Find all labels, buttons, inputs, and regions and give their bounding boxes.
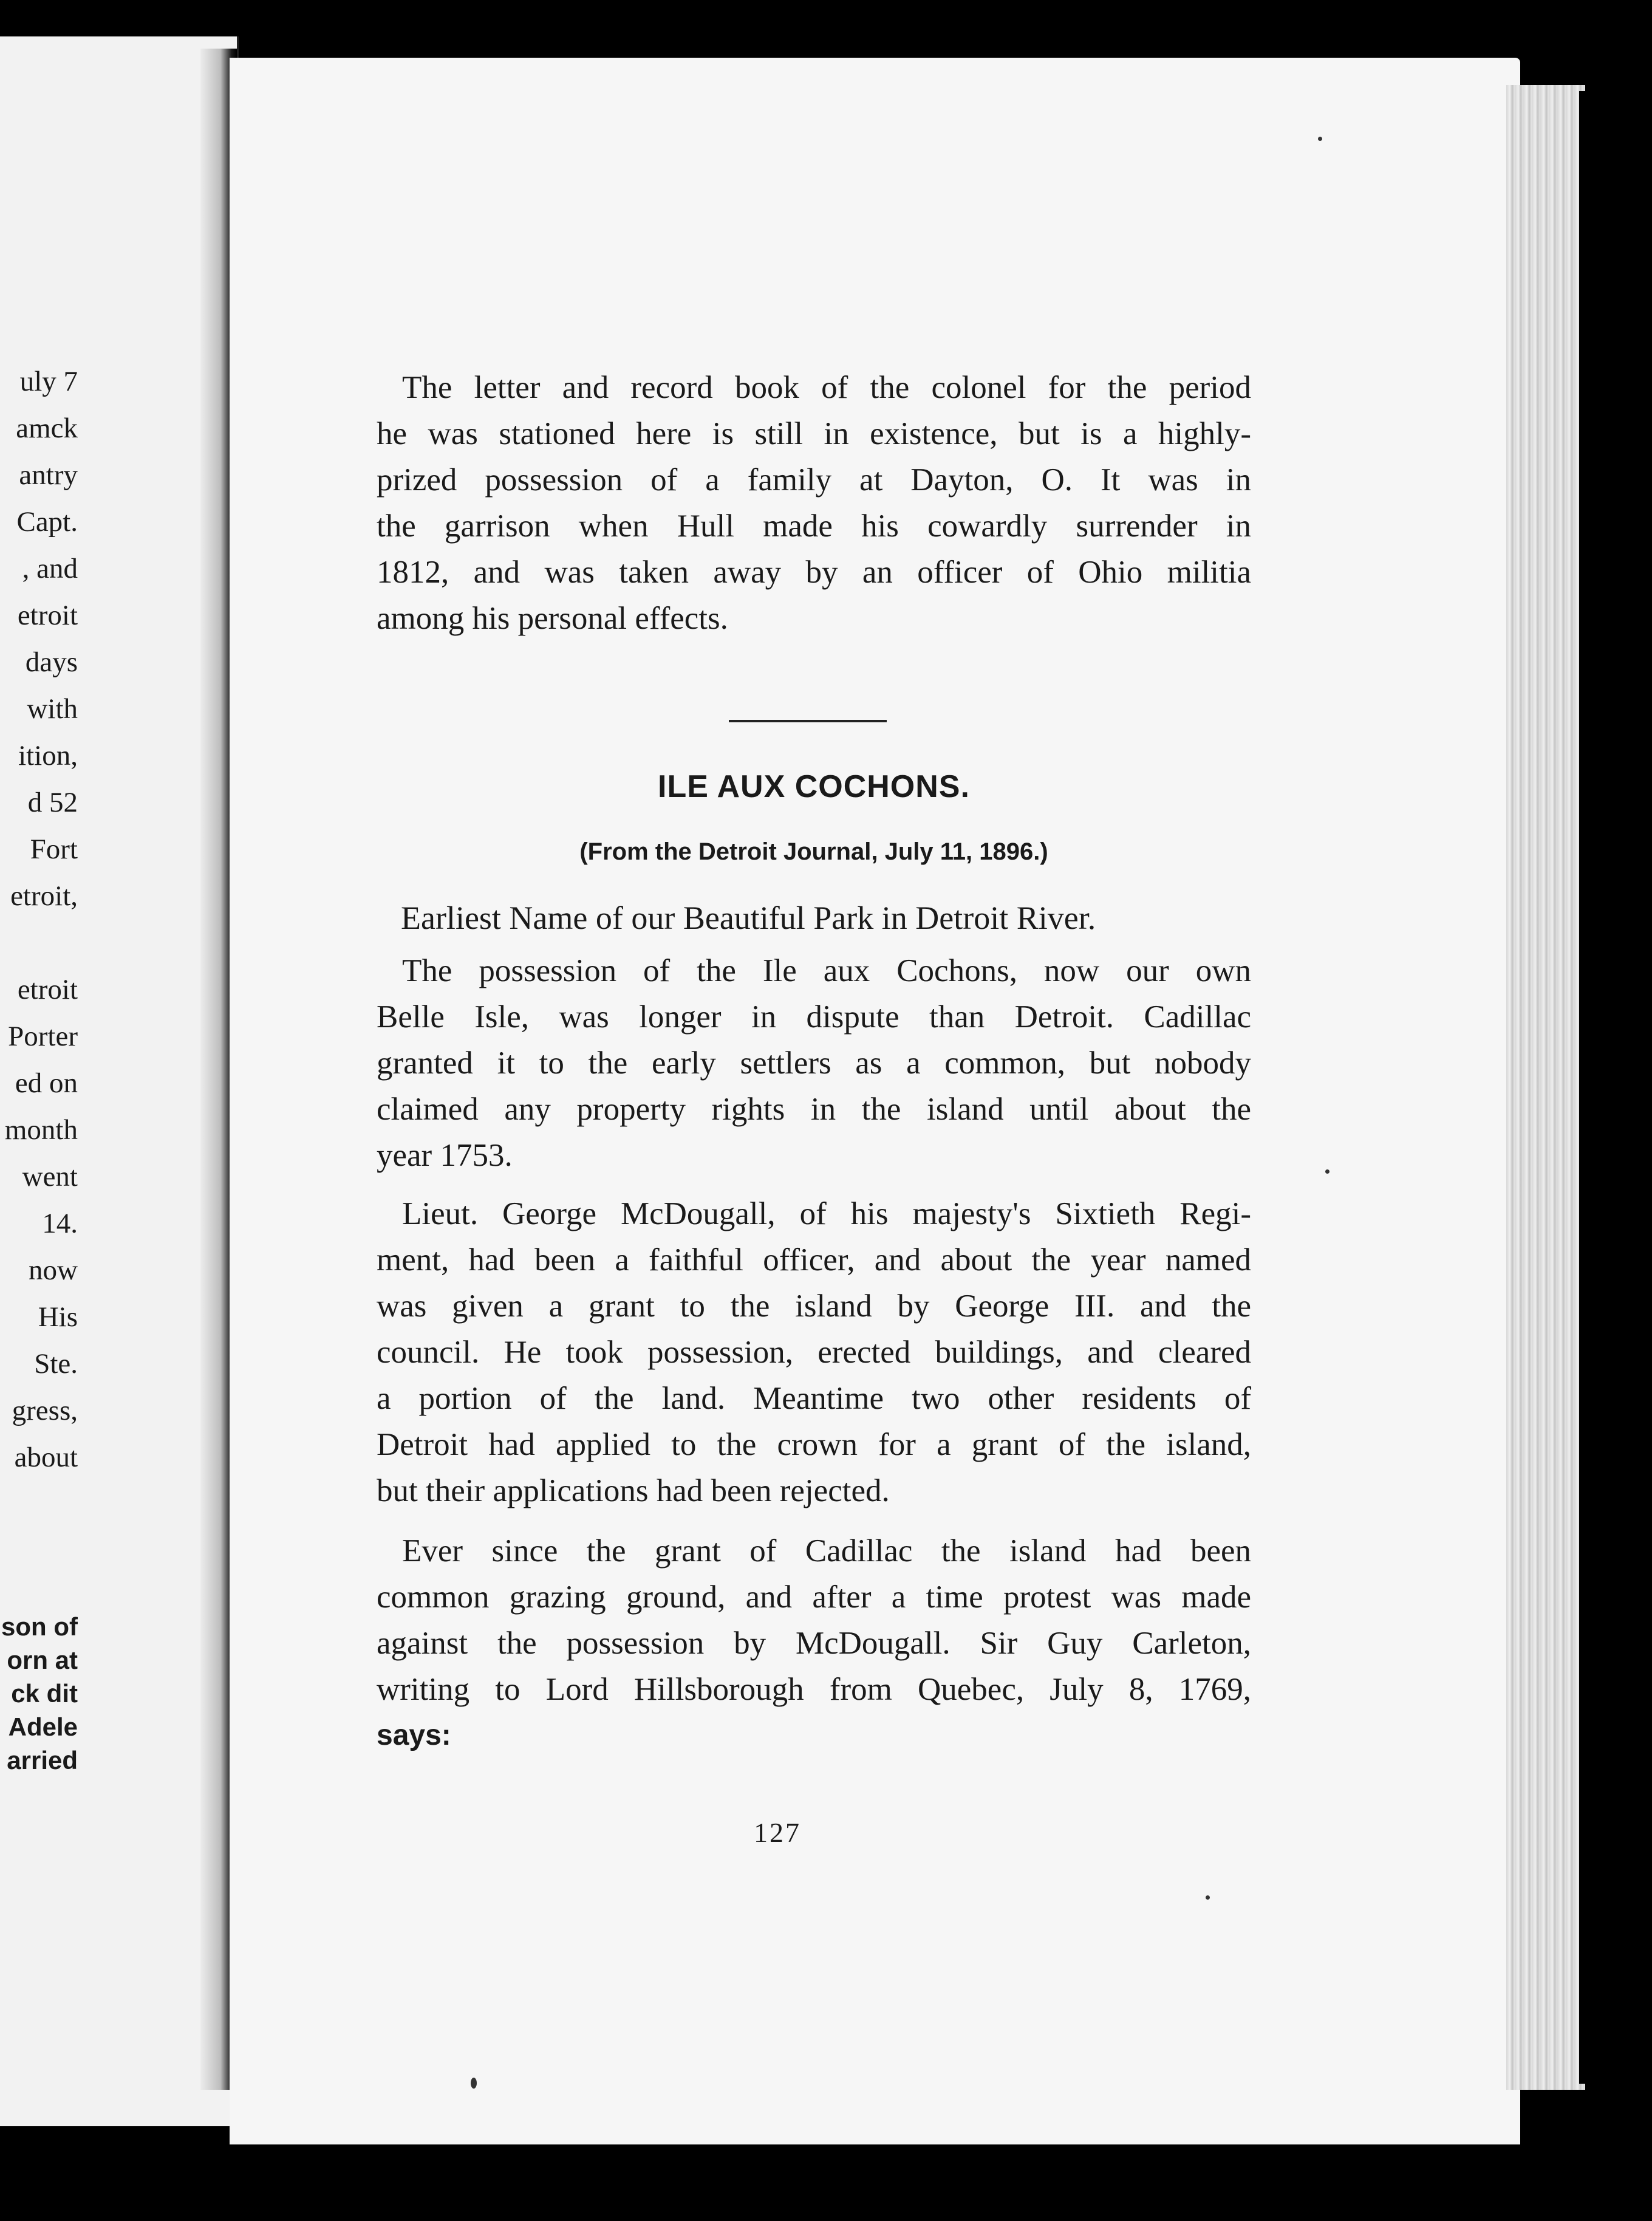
facing-line: month	[4, 1114, 78, 1146]
page-edge-shadow	[1579, 91, 1586, 2084]
facing-line: etroit	[17, 974, 78, 1005]
facing-line: ed on	[15, 1067, 78, 1099]
facing-line: etroit,	[10, 880, 78, 912]
text-line: against the possession by McDougall. Sir Guy Carleton,	[377, 1626, 1251, 1661]
text-line: writing to Lord Hillsborough from Quebec, July 8, 1769,	[377, 1672, 1251, 1707]
page-number: 127	[754, 1817, 801, 1848]
facing-line: d 52	[27, 787, 78, 818]
text-line: 1812, and was taken away by an officer of Ohio militia	[377, 555, 1251, 590]
facing-footnote-line: son of	[1, 1612, 78, 1641]
facing-line: amck	[16, 412, 78, 444]
paragraph-mcdougall	[377, 1191, 1251, 1514]
facing-line: ition,	[18, 740, 78, 772]
text-line: Lieut. George McDougall, of his majesty's Sixtieth Regi-	[402, 1196, 1251, 1231]
text-line: the garrison when Hull made his cowardly surrender in	[377, 508, 1251, 544]
facing-line: now	[29, 1254, 78, 1286]
text-line: The letter and record book of the colonel for the period	[402, 370, 1251, 405]
facing-line: uly 7	[19, 366, 78, 397]
text-line: a portion of the land. Meantime two other residents of	[377, 1381, 1251, 1416]
facing-line: gress,	[12, 1395, 78, 1426]
facing-line: His	[38, 1301, 78, 1333]
paragraph-colonel-record	[377, 364, 1251, 642]
facing-footnote-line: arried	[7, 1746, 78, 1774]
facing-line: Ste.	[34, 1348, 78, 1380]
article-subtitle: Earliest Name of our Beautiful Park in Detroit River.	[401, 900, 1096, 936]
facing-footnote-line: orn at	[7, 1646, 78, 1674]
facing-line: 14.	[42, 1208, 78, 1239]
facing-page-footnote	[0, 1610, 78, 1777]
facing-line: Capt.	[16, 506, 78, 538]
text-line: says:	[377, 1719, 451, 1751]
facing-line: days	[25, 646, 78, 678]
text-line: council. He took possession, erected buildings, and cleared	[377, 1335, 1251, 1370]
facing-line: , and	[22, 553, 78, 584]
facing-line: antry	[19, 459, 78, 491]
facing-line: Fort	[30, 833, 78, 865]
facing-line: with	[27, 693, 78, 725]
facing-footnote-line: Adele	[8, 1713, 78, 1741]
text-line: common grazing ground, and after a time protest was made	[377, 1579, 1251, 1615]
scan-speck	[1206, 1895, 1210, 1900]
scan-speck	[471, 2078, 477, 2089]
text-line: ment, had been a faithful officer, and about the year named	[377, 1242, 1251, 1278]
facing-page-text	[0, 358, 78, 1481]
paragraph-grazing-ground	[377, 1528, 1251, 1759]
text-line: year 1753.	[377, 1138, 513, 1173]
paragraph-possession	[377, 948, 1251, 1179]
section-heading: ILE AUX COCHONS.	[658, 769, 970, 804]
facing-footnote-line: ck dit	[11, 1679, 78, 1708]
text-line: he was stationed here is still in existence, but is a highly-	[377, 416, 1251, 451]
page-edges	[1506, 85, 1585, 2090]
facing-line: went	[22, 1161, 78, 1193]
text-line: The possession of the Ile aux Cochons, now our own	[402, 953, 1251, 988]
text-line: claimed any property rights in the island until about the	[377, 1092, 1251, 1127]
scan-speck	[1318, 137, 1322, 141]
text-line: granted it to the early settlers as a common, but nobody	[377, 1045, 1251, 1081]
text-line: prized possession of a family at Dayton, O. It was in	[377, 462, 1251, 498]
scan-speck	[1325, 1169, 1329, 1174]
text-line: among his personal effects.	[377, 601, 728, 636]
facing-line: Porter	[8, 1021, 78, 1052]
facing-line: etroit	[17, 600, 78, 631]
section-divider	[729, 720, 887, 722]
text-line: was given a grant to the island by George III. and the	[377, 1288, 1251, 1324]
facing-line	[0, 920, 78, 967]
facing-line: about	[14, 1442, 78, 1473]
text-line: Ever since the grant of Cadillac the island had been	[402, 1533, 1251, 1569]
text-line: but their applications had been rejected.	[377, 1473, 890, 1508]
text-line: Detroit had applied to the crown for a grant of the island,	[377, 1427, 1251, 1462]
text-line: Belle Isle, was longer in dispute than Detroit. Cadillac	[377, 999, 1251, 1035]
source-citation: (From the Detroit Journal, July 11, 1896.)	[579, 838, 1048, 865]
